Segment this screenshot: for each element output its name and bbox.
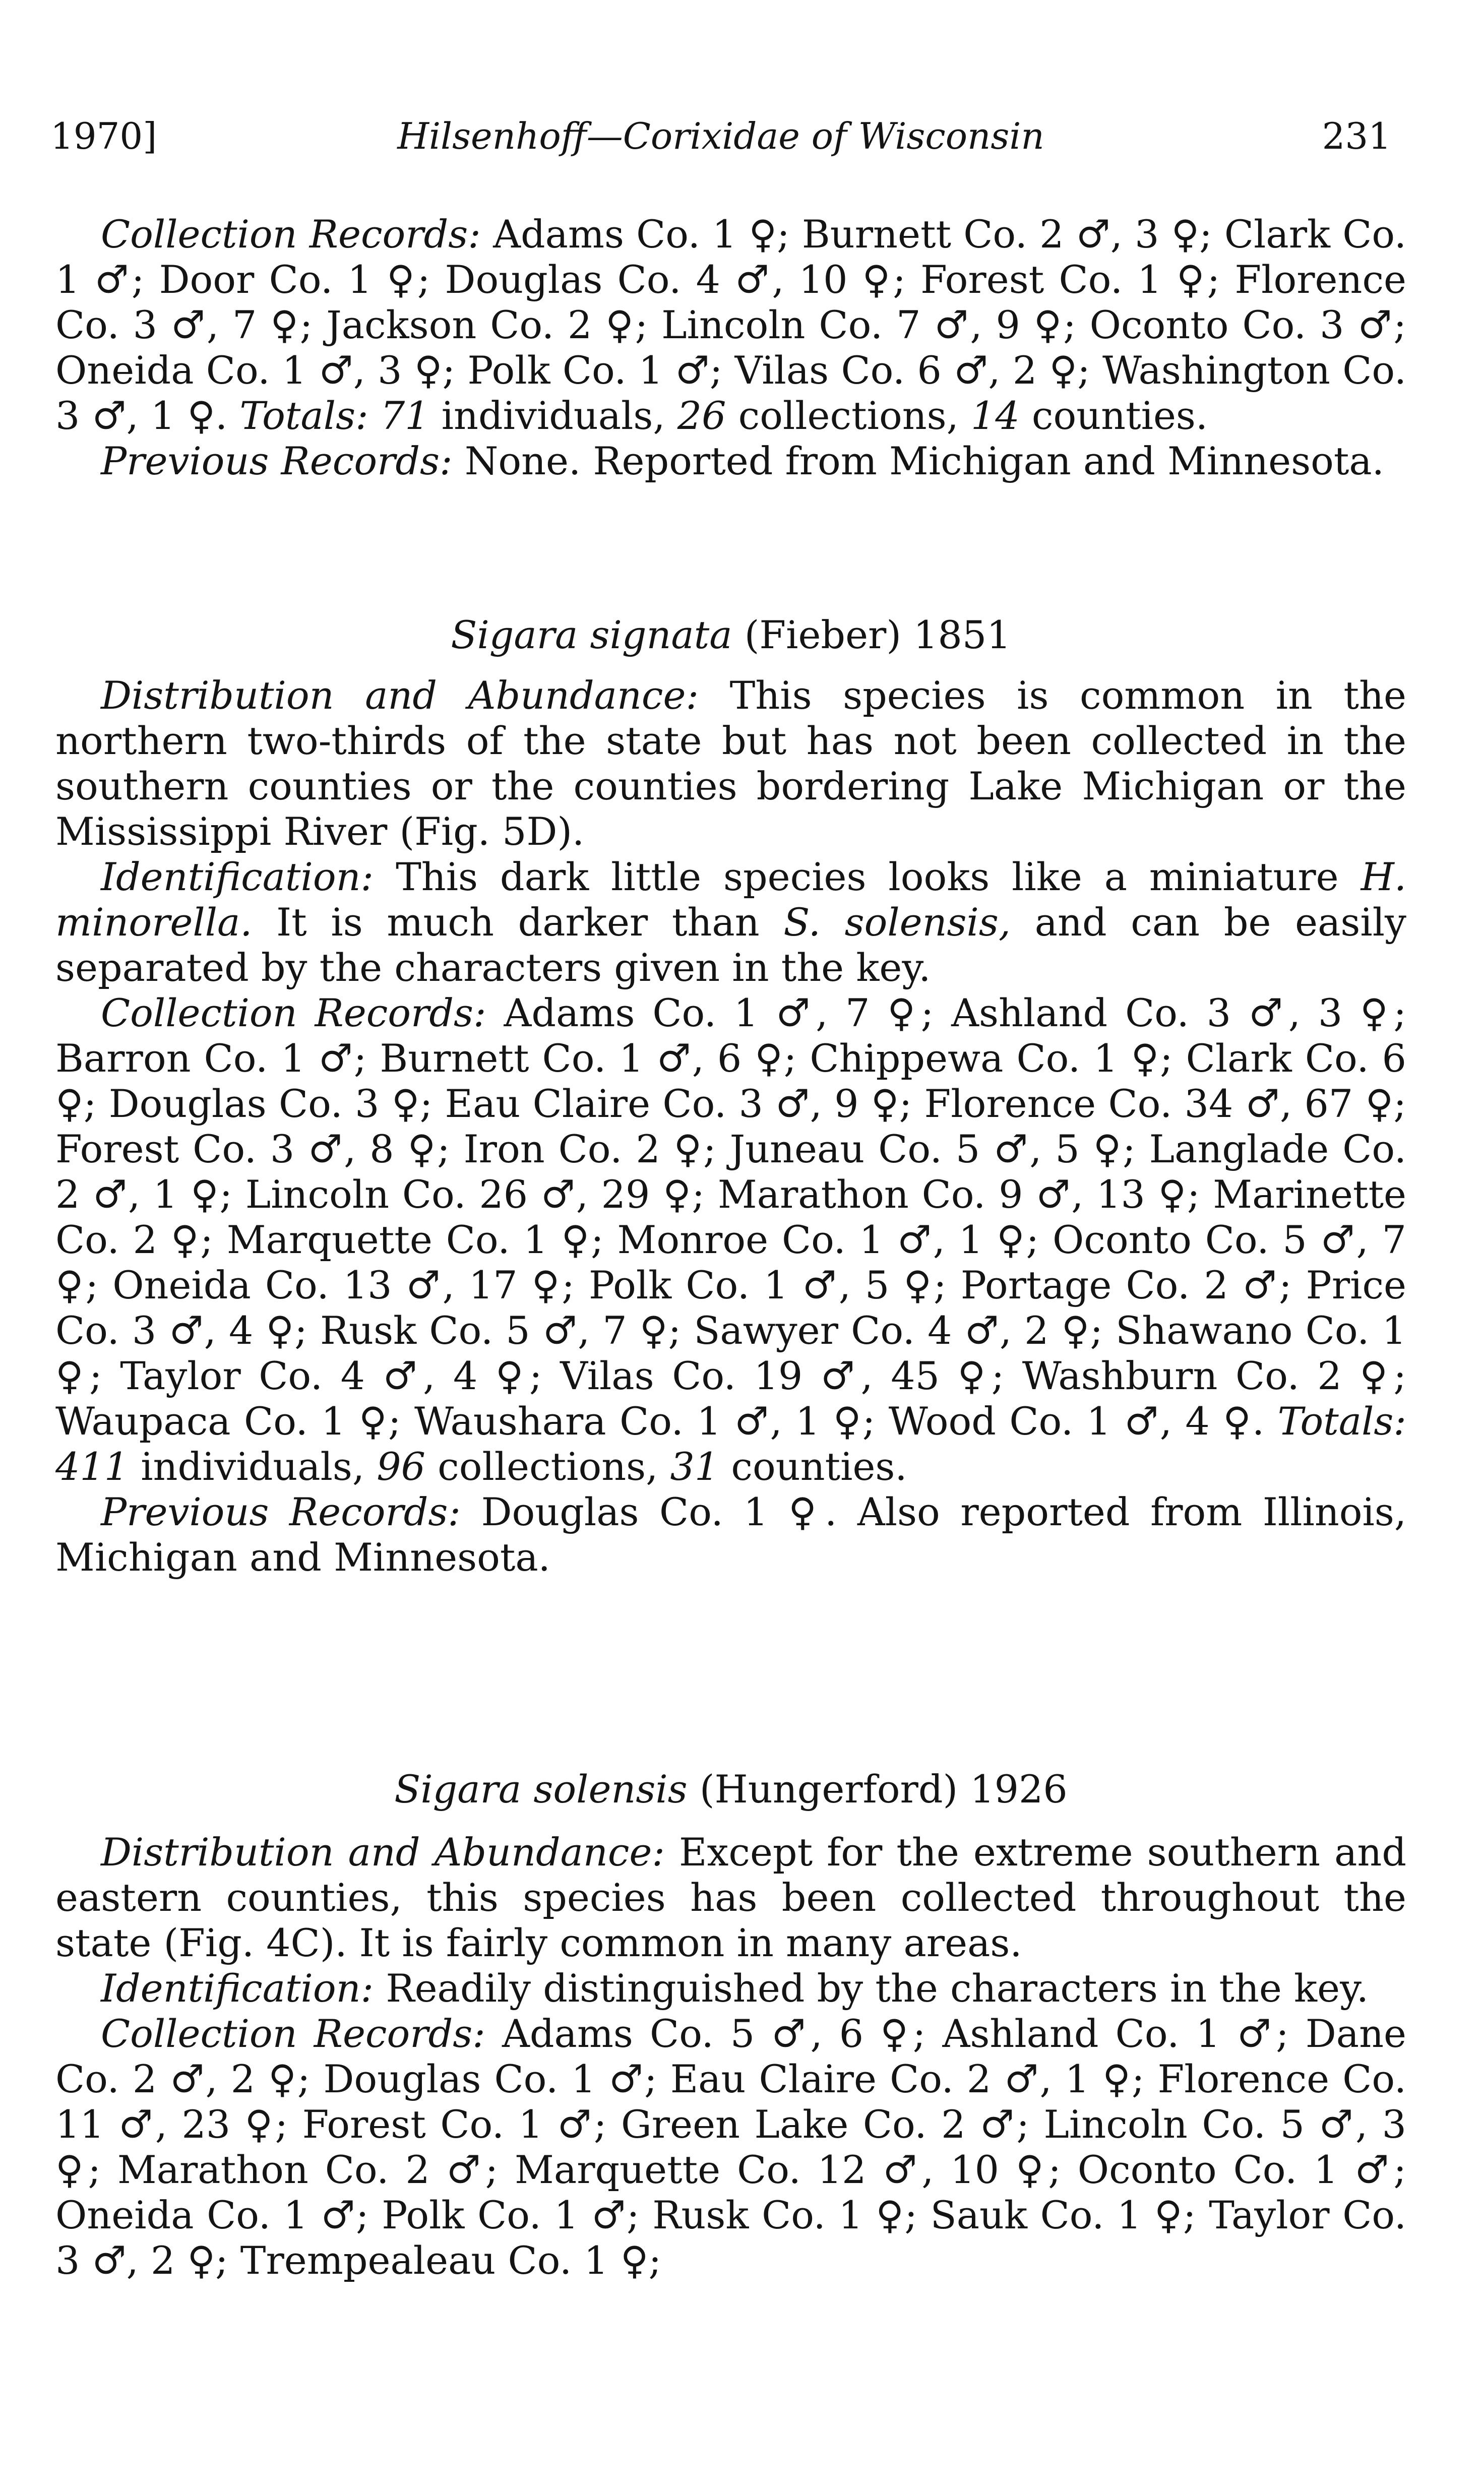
counties-word: counties. — [1031, 393, 1208, 438]
distribution-text: This species is common in the northern two-thirds of the state but has not been collected in the southern counties or the counties bordering Lake Michigan or the Mississippi River (Fig. 5D). — [55, 673, 1406, 854]
species-author: (Hungerford) 1926 — [699, 1767, 1068, 1812]
identification-label: Identification: — [101, 1966, 374, 2011]
collection-records-paragraph — [55, 212, 1406, 439]
previous-records-text: Douglas Co. 1 ♀. Also reported from Illinois, Michigan and Minnesota. — [55, 1489, 1407, 1580]
previous-records-label: Previous Records: — [101, 439, 453, 483]
total-counties: 14 — [970, 393, 1020, 438]
identification-text-a: This dark little species looks like a miniature — [396, 854, 1339, 899]
species-heading-solensis — [55, 1767, 1406, 1812]
volume-year: 1970] — [50, 115, 157, 157]
totals-label: Totals: — [239, 393, 368, 438]
previous-records-paragraph — [55, 439, 1406, 484]
species-section-solensis — [55, 1830, 1406, 2283]
individuals-word: individuals, — [441, 393, 665, 438]
counties-word: counties. — [731, 1444, 907, 1489]
total-individuals: 411 — [55, 1444, 129, 1489]
species-name: Sigara solensis — [394, 1767, 688, 1812]
species-section-signata — [55, 673, 1406, 1580]
previous-records-label: Previous Records: — [101, 1489, 461, 1534]
distribution-paragraph — [55, 1830, 1406, 1966]
collection-records-paragraph — [55, 2011, 1406, 2283]
species-heading-signata — [55, 612, 1406, 658]
total-collections: 96 — [377, 1444, 425, 1489]
distribution-paragraph — [55, 673, 1406, 854]
distribution-label: Distribution and Abundance: — [101, 673, 699, 718]
collection-records-text: Adams Co. 1 ♀; Burnett Co. 2 ♂, 3 ♀; Clark Co. 1 ♂; Door Co. 1 ♀; Douglas Co. 4 ♂, 10 ♀; Forest Co. 1 ♀; Florence Co. 3 ♂, 7 ♀; Jackson Co. 2 ♀; Lincoln Co. 7 ♂, 9 ♀; Oconto Co. 3 ♂; Oneida Co. 1 ♂, 3 ♀; Polk Co. 1 ♂; Vilas Co. 6 ♂, 2 ♀; Washington Co. 3 ♂, 1 ♀. — [55, 212, 1406, 438]
collection-records-label: Collection Records: — [101, 990, 486, 1035]
species-reference: S. solensis, — [783, 900, 1011, 945]
collection-records-label: Collection Records: — [101, 212, 481, 257]
individuals-word: individuals, — [141, 1444, 365, 1489]
species-author: (Fieber) 1851 — [744, 612, 1011, 657]
distribution-label: Distribution and Abundance: — [101, 1830, 665, 1875]
collections-word: collections, — [738, 393, 959, 438]
collection-records-paragraph — [55, 990, 1406, 1489]
collection-records-label: Collection Records: — [101, 2011, 485, 2056]
identification-label: Identification: — [101, 854, 374, 899]
collections-word: collections, — [438, 1444, 658, 1489]
identification-text: Readily distinguished by the characters in the key. — [386, 1966, 1369, 2011]
total-individuals: 71 — [380, 393, 429, 438]
total-collections: 26 — [677, 393, 726, 438]
running-title: Hilsenhoff—Corixidae of Wisconsin — [397, 115, 1044, 157]
previous-records-paragraph — [55, 1489, 1406, 1580]
species-name: Sigara signata — [451, 612, 732, 657]
collection-records-text: Adams Co. 5 ♂, 6 ♀; Ashland Co. 1 ♂; Dane Co. 2 ♂, 2 ♀; Douglas Co. 1 ♂; Eau Claire Co. 2 ♂, 1 ♀; Florence Co. 11 ♂, 23 ♀; Forest Co. 1 ♂; Green Lake Co. 2 ♂; Lincoln Co. 5 ♂, 3 ♀; Marathon Co. 2 ♂; Marquette Co. 12 ♂, 10 ♀; Oconto Co. 1 ♂; Oneida Co. 1 ♂; Polk Co. 1 ♂; Rusk Co. 1 ♀; Sauk Co. 1 ♀; Taylor Co. 3 ♂, 2 ♀; Trempealeau Co. 1 ♀; — [55, 2011, 1406, 2283]
total-counties: 31 — [670, 1444, 719, 1489]
previous-records-text: None. Reported from Michigan and Minnesota. — [464, 439, 1384, 483]
page-number: 231 — [1322, 115, 1391, 157]
identification-text-c: and can be easily separated by the characters given in the key. — [55, 900, 1406, 990]
identification-paragraph — [55, 854, 1406, 990]
running-header — [50, 108, 1391, 164]
totals-label: Totals: — [1277, 1399, 1406, 1444]
species-reference: H. minorella. — [55, 854, 1406, 945]
collection-records-text: Adams Co. 1 ♂, 7 ♀; Ashland Co. 3 ♂, 3 ♀; Barron Co. 1 ♂; Burnett Co. 1 ♂, 6 ♀; Chippewa Co. 1 ♀; Clark Co. 6 ♀; Douglas Co. 3 ♀; Eau Claire Co. 3 ♂, 9 ♀; Florence Co. 34 ♂, 67 ♀; Forest Co. 3 ♂, 8 ♀; Iron Co. 2 ♀; Juneau Co. 5 ♂, 5 ♀; Langlade Co. 2 ♂, 1 ♀; Lincoln Co. 26 ♂, 29 ♀; Marathon Co. 9 ♂, 13 ♀; Marinette Co. 2 ♀; Marquette Co. 1 ♀; Monroe Co. 1 ♂, 1 ♀; Oconto Co. 5 ♂, 7 ♀; Oneida Co. 13 ♂, 17 ♀; Polk Co. 1 ♂, 5 ♀; Portage Co. 2 ♂; Price Co. 3 ♂, 4 ♀; Rusk Co. 5 ♂, 7 ♀; Sawyer Co. 4 ♂, 2 ♀; Shawano Co. 1 ♀; Taylor Co. 4 ♂, 4 ♀; Vilas Co. 19 ♂, 45 ♀; Washburn Co. 2 ♀; Waupaca Co. 1 ♀; Waushara Co. 1 ♂, 1 ♀; Wood Co. 1 ♂, 4 ♀. — [55, 990, 1406, 1444]
identification-paragraph — [55, 1966, 1406, 2011]
distribution-text: Except for the extreme southern and eastern counties, this species has been collected throughout the state (Fig. 4C). It is fairly common in many areas. — [55, 1830, 1406, 1965]
prior-species-records — [55, 212, 1406, 484]
identification-text-b: It is much darker than — [276, 900, 760, 945]
